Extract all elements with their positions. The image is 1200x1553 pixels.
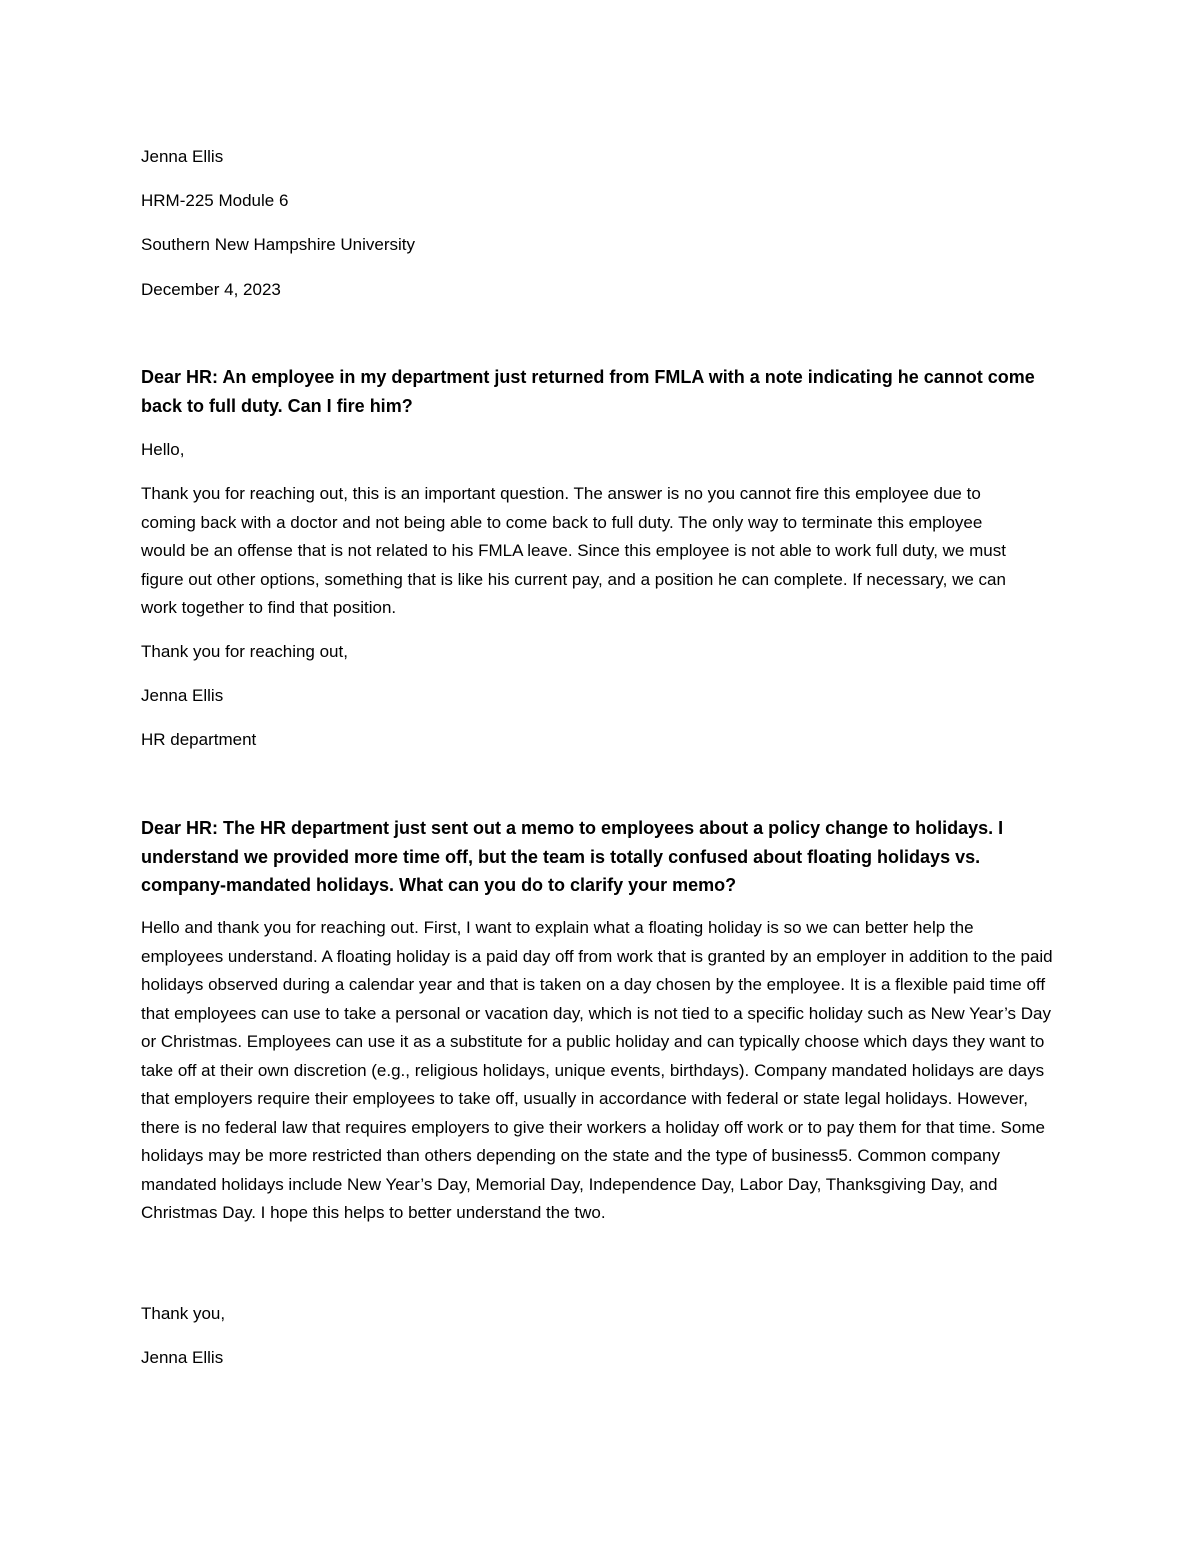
author-name: Jenna Ellis: [141, 147, 224, 166]
course-line: HRM-225 Module 6: [141, 191, 289, 210]
question-1-heading: Dear HR: An employee in my department just returned from FMLA with a note indicating he cannot come back to full duty. Can I fire him?: [141, 367, 1035, 416]
question-2-heading: Dear HR: The HR department just sent out a memo to employees about a policy change to holidays. I understand we provided more time off, but the team is totally confused about floating holidays vs. company-mandated holidays. What can you do to clarify your memo?: [141, 818, 1004, 895]
letter-2-body: Hello and thank you for reaching out. First, I want to explain what a floating holiday is so we can better help the employees understand. A floating holiday is a paid day off from work that is granted by an employer in addition to the paid holidays observed during a calendar year and that is taken on a day chosen by the employee. It is a flexible paid time off that employees can use to take a personal or vacation day, which is not tied to a specific holiday such as New Year’s Day or Christmas. Employees can use it as a substitute for a public holiday and can typically choose which days they want to take off at their own discretion (e.g., religious holidays, unique events, birthdays). Company mandated holidays are days that employers require their employees to take off, usually in accordance with federal or state legal holidays. However, there is no federal law that requires employers to give their workers a holiday off work or to pay them for that time. Some holidays may be more restricted than others depending on the state and the type of business5. Common company mandated holidays include New Year’s Day, Memorial Day, Independence Day, Labor Day, Thanksgiving Day, and Christmas Day. I hope this helps to better understand the two.: [141, 918, 1053, 1222]
letter-1-signature-dept: HR department: [141, 730, 257, 749]
letter-1-body: Thank you for reaching out, this is an important question. The answer is no you cannot fire this employee due to coming back with a doctor and not being able to come back to full duty. The only way to terminate this employee would be an offense that is not related to his FMLA leave. Since this employee is not able to work full duty, we must figure out other options, something that is like his current pay, and a position he can complete. If necessary, we can work together to find that position.: [141, 484, 1006, 617]
letter-1-closing: Thank you for reaching out,: [141, 642, 348, 661]
university-line: Southern New Hampshire University: [141, 235, 415, 254]
letter-2-signature-name: Jenna Ellis: [141, 1348, 224, 1367]
letter-2-closing: Thank you,: [141, 1304, 226, 1323]
letter-1-greeting: Hello,: [141, 440, 185, 459]
date-line: December 4, 2023: [141, 280, 281, 299]
letter-1-signature-name: Jenna Ellis: [141, 686, 224, 705]
